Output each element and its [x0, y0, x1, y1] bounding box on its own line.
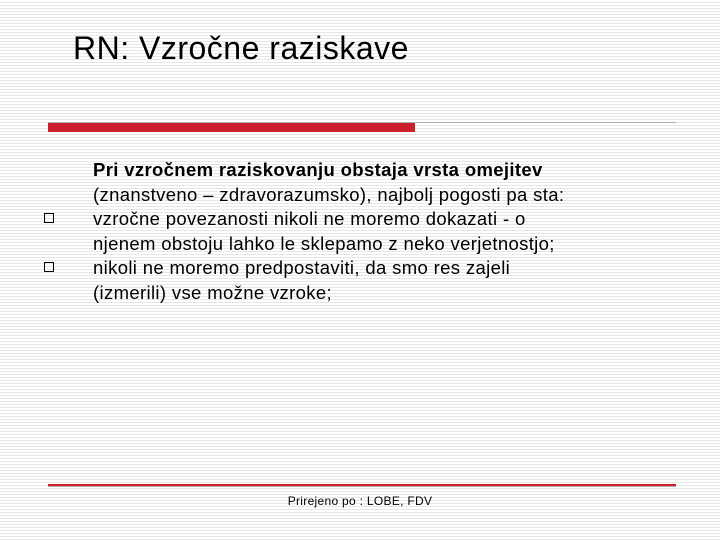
footer-credit: Prirejeno po : LOBE, FDV	[287, 494, 433, 508]
slide-body	[93, 158, 693, 305]
bullet-item-1-line: vzročne povezanosti nikoli ne moremo dokazati - o	[93, 208, 526, 229]
bullet-square-icon	[44, 213, 54, 223]
slide-title: RN: Vzročne raziskave	[73, 30, 409, 66]
bullet-item-1-line: njenem obstoju lahko le sklepamo z neko verjetnostjo;	[93, 232, 555, 254]
bullet-square-icon	[44, 262, 54, 272]
body-intro-line: Pri vzročnem raziskovanju obstaja vrsta omejitev	[93, 159, 543, 180]
title-divider-accent	[48, 123, 415, 132]
body-intro-line: (znanstveno – zdravorazumsko), najbolj pogosti pa sta:	[93, 183, 565, 205]
bullet-item-2-line: (izmerili) vse možne vzroke;	[93, 281, 333, 303]
bullet-item-2-line: nikoli ne moremo predpostaviti, da smo res zajeli	[93, 257, 511, 278]
footer-divider-thin	[48, 486, 676, 487]
